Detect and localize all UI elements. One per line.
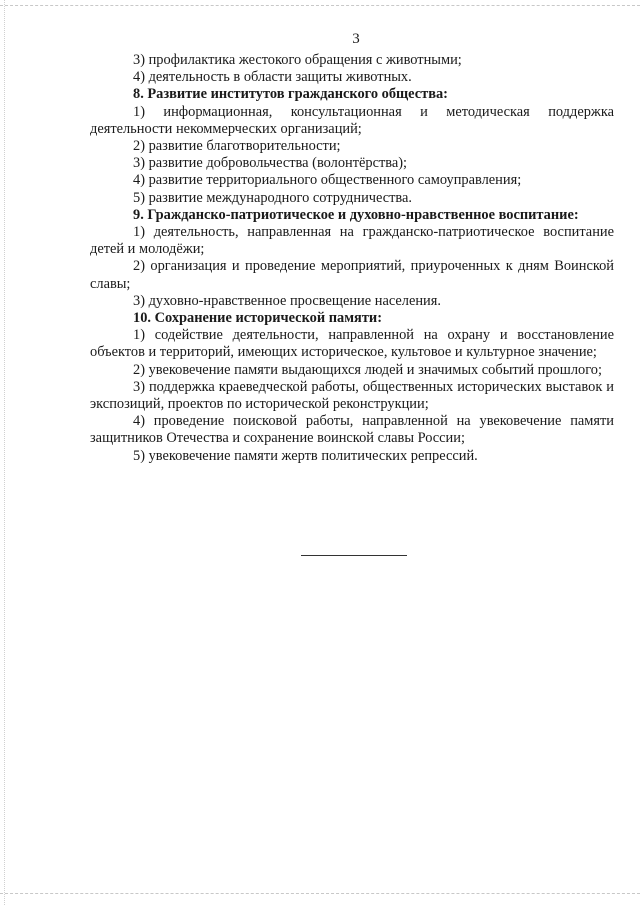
list-item: 3) развитие добровольчества (волонтёрства); [133, 155, 408, 172]
scan-edge-top [0, 5, 640, 6]
list-item: 4) деятельность в области защиты животных. [133, 69, 412, 86]
list-item: 3) поддержка краеведческой работы, общественных исторических выставок и экспозиций, проектов по исторической реконструкции; [90, 378, 614, 413]
list-item: 3) духовно-нравственное просвещение населения. [133, 292, 441, 309]
list-item: 2) увековечение памяти выдающихся людей и значимых событий прошлого; [133, 361, 602, 378]
list-item: 1) содействие деятельности, направленной на охрану и восстановление объектов и территорий, имеющих историческое, культовое и культурное значение; [90, 327, 614, 361]
list-item: 1) деятельность, направленная на гражданско-патриотическое воспитание детей и молодёжи; [90, 224, 614, 258]
list-item: 5) развитие международного сотрудничества. [133, 189, 413, 206]
section-heading: 9. Гражданско-патриотическое и духовно-нравственное воспитание: [133, 206, 579, 223]
end-separator-line [301, 555, 407, 556]
section-heading: 8. Развитие институтов гражданского общества: [133, 86, 448, 103]
section-heading: 10. Сохранение исторической памяти: [133, 310, 382, 327]
list-item: 5) увековечение памяти жертв политических репрессий. [133, 447, 478, 464]
list-item: 4) развитие территориального общественного самоуправления; [133, 172, 522, 189]
document-body [90, 52, 614, 465]
list-item: 3) профилактика жестокого обращения с животными; [133, 52, 462, 68]
list-item: 2) организация и проведение мероприятий, приуроченных к дням Воинской славы; [90, 258, 614, 292]
page-number: 3 [352, 31, 360, 47]
list-item: 4) проведение поисковой работы, направленной на увековечение памяти защитников Отечества и сохранение воинской славы России; [90, 413, 614, 447]
list-item: 2) развитие благотворительности; [133, 138, 341, 155]
scan-edge-left [4, 0, 5, 905]
list-item: 1) информационная, консультационная и методическая поддержка деятельности некоммерческих организаций; [90, 103, 614, 137]
scan-edge-bottom [0, 893, 640, 894]
